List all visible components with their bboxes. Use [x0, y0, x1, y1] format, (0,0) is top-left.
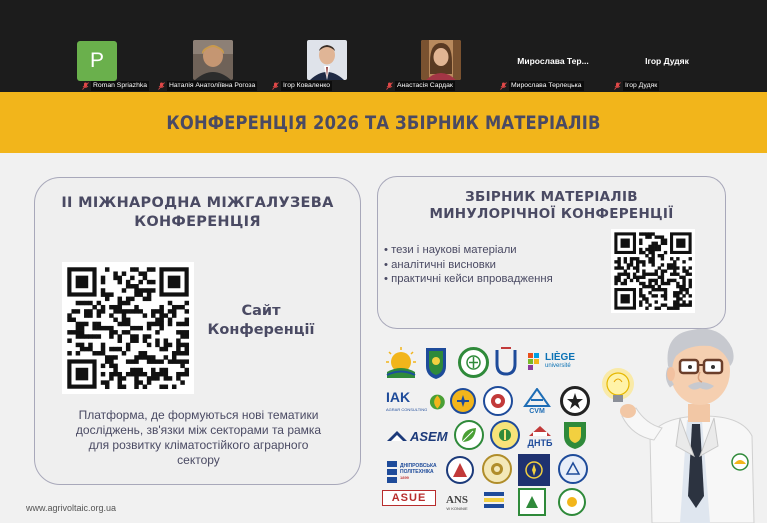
- liege-name: LIÈGE: [545, 352, 576, 363]
- avatar: P: [77, 41, 117, 81]
- participant-name: Ігор Коваленко: [283, 82, 331, 89]
- polytech-year: 1899: [400, 475, 409, 480]
- avatar: [421, 40, 461, 80]
- proceedings-title-line: МИНУЛОРІЧНОЇ КОНФЕРЕНЦІЇ: [429, 206, 674, 222]
- proceedings-card: [377, 176, 726, 329]
- proceedings-title: [378, 189, 725, 223]
- description-line: сектору: [177, 453, 220, 467]
- avatar: [193, 40, 233, 80]
- conference-card: [34, 177, 361, 485]
- partner-logos: [382, 342, 592, 520]
- green-ring-logo: [558, 488, 586, 516]
- liege-sub: université: [545, 363, 571, 369]
- participant-name: Наталія Анатоліївна Рогоза: [169, 82, 256, 89]
- mic-muted-icon: [500, 82, 507, 90]
- participant-name: Ігор Дудяк: [625, 82, 658, 89]
- site-label-line: Конференції: [207, 322, 315, 338]
- conference-title-line: КОНФЕРЕНЦІЯ: [134, 214, 261, 230]
- liege-wordmark: [545, 353, 575, 371]
- ans-konin-logo: [442, 486, 472, 518]
- conference-title: [35, 194, 360, 232]
- participant-strip: [0, 0, 767, 92]
- shield-green-logo: [562, 420, 588, 450]
- dntb-name: ДНТБ: [527, 438, 553, 448]
- participant-name: Анастасія Сардак: [397, 82, 453, 89]
- iak-agrar-consulting-logo: [386, 386, 446, 418]
- iak-name: IAK: [386, 388, 411, 405]
- participant-display-name: Ігор Дудяк: [645, 56, 689, 66]
- cvm-logo: [520, 384, 554, 418]
- iak-wordmark: [386, 390, 427, 415]
- aviation-emblem-logo: [450, 388, 476, 414]
- list-item: • аналітичні висновки: [384, 258, 496, 271]
- description-line: для розвитку кліматостійкого аграрного: [88, 438, 309, 452]
- square-crest-logo: [518, 454, 550, 486]
- asem-name: ASEM: [410, 428, 448, 444]
- proceedings-list: [384, 243, 553, 287]
- conference-title-line: II МІЖНАРОДНА МІЖГАЛУЗЕВА: [61, 195, 334, 211]
- ans-sub: W KONINIE: [446, 505, 468, 511]
- participant-tile[interactable]: [608, 0, 734, 92]
- qr-code[interactable]: [611, 229, 695, 313]
- striped-emblem-logo: [482, 488, 506, 512]
- slide-title: КОНФЕРЕНЦІЯ 2026 ТА ЗБІРНИК МАТЕРІАЛІВ: [166, 111, 601, 134]
- participant-name: Roman Spriazhka: [93, 82, 148, 89]
- mic-muted-icon: [158, 82, 165, 90]
- description-line: досліджень, зв'язки між секторами та рамка: [75, 423, 322, 437]
- sun-fields-logo: [384, 346, 418, 380]
- conference-description: [45, 408, 352, 468]
- ans-name: ANS: [445, 493, 468, 506]
- participant-caption: [272, 81, 332, 91]
- university-crest-logo: [424, 346, 448, 380]
- avatar: [307, 40, 347, 80]
- agrarian-university-logo: [458, 347, 489, 378]
- square-green-logo: [518, 488, 546, 516]
- asem-logo: [386, 422, 452, 450]
- mic-muted-icon: [82, 82, 89, 90]
- participant-caption: [158, 81, 257, 91]
- mic-muted-icon: [614, 82, 621, 90]
- blue-seal-logo: [446, 456, 474, 484]
- polytech-line: ПОЛІТЕХНІКА: [400, 469, 434, 475]
- participant-caption: [500, 81, 584, 91]
- participant-caption: [82, 81, 149, 91]
- round-seal-logo: [483, 386, 513, 416]
- dnipro-polytechnic-logo: [386, 456, 442, 488]
- site-label: [203, 302, 319, 340]
- yellow-seal-logo: [490, 420, 520, 450]
- asue-logo: [382, 490, 436, 506]
- participant-name: Мирослава Терлецька: [511, 82, 582, 89]
- participant-display-name: Мирослава Тер...: [517, 56, 589, 66]
- participant-tile[interactable]: [380, 0, 506, 92]
- slide-banner: [0, 92, 767, 153]
- professor-illustration: [592, 316, 767, 523]
- mic-muted-icon: [386, 82, 393, 90]
- green-leaf-logo: [454, 420, 484, 450]
- participant-tile[interactable]: [37, 0, 163, 92]
- dntb-library-logo: [524, 420, 556, 452]
- liege-university-logo: [526, 348, 586, 376]
- site-label-line: Сайт: [241, 303, 281, 319]
- black-seal-logo: [560, 386, 590, 416]
- polytech-line: ДНІПРОВСЬКА: [400, 463, 437, 469]
- light-blue-seal-logo: [558, 454, 588, 484]
- list-item: • практичні кейси впровадження: [384, 273, 553, 285]
- qr-code[interactable]: [62, 262, 194, 394]
- description-line: Платформа, де формуються нові тематики: [78, 408, 319, 422]
- participant-tile[interactable]: [152, 0, 278, 92]
- polytech-wordmark: [400, 463, 437, 481]
- iak-sub: AGRAR CONSULTING: [386, 406, 428, 412]
- gold-seal-logo: [482, 454, 512, 484]
- participant-tile[interactable]: [266, 0, 392, 92]
- asue-name: ASUE: [391, 492, 427, 504]
- proceedings-title-line: ЗБІРНИК МАТЕРІАЛІВ: [465, 189, 638, 205]
- cvm-name: CVM: [529, 407, 545, 415]
- footer-url[interactable]: www.agrivoltaic.org.ua: [26, 503, 117, 513]
- u-emblem-logo: [492, 346, 520, 378]
- mic-muted-icon: [272, 82, 279, 90]
- participant-caption: [386, 81, 455, 91]
- list-item: • тези і наукові матеріали: [384, 244, 517, 256]
- participant-tile[interactable]: [494, 0, 620, 92]
- participant-caption: [614, 81, 659, 91]
